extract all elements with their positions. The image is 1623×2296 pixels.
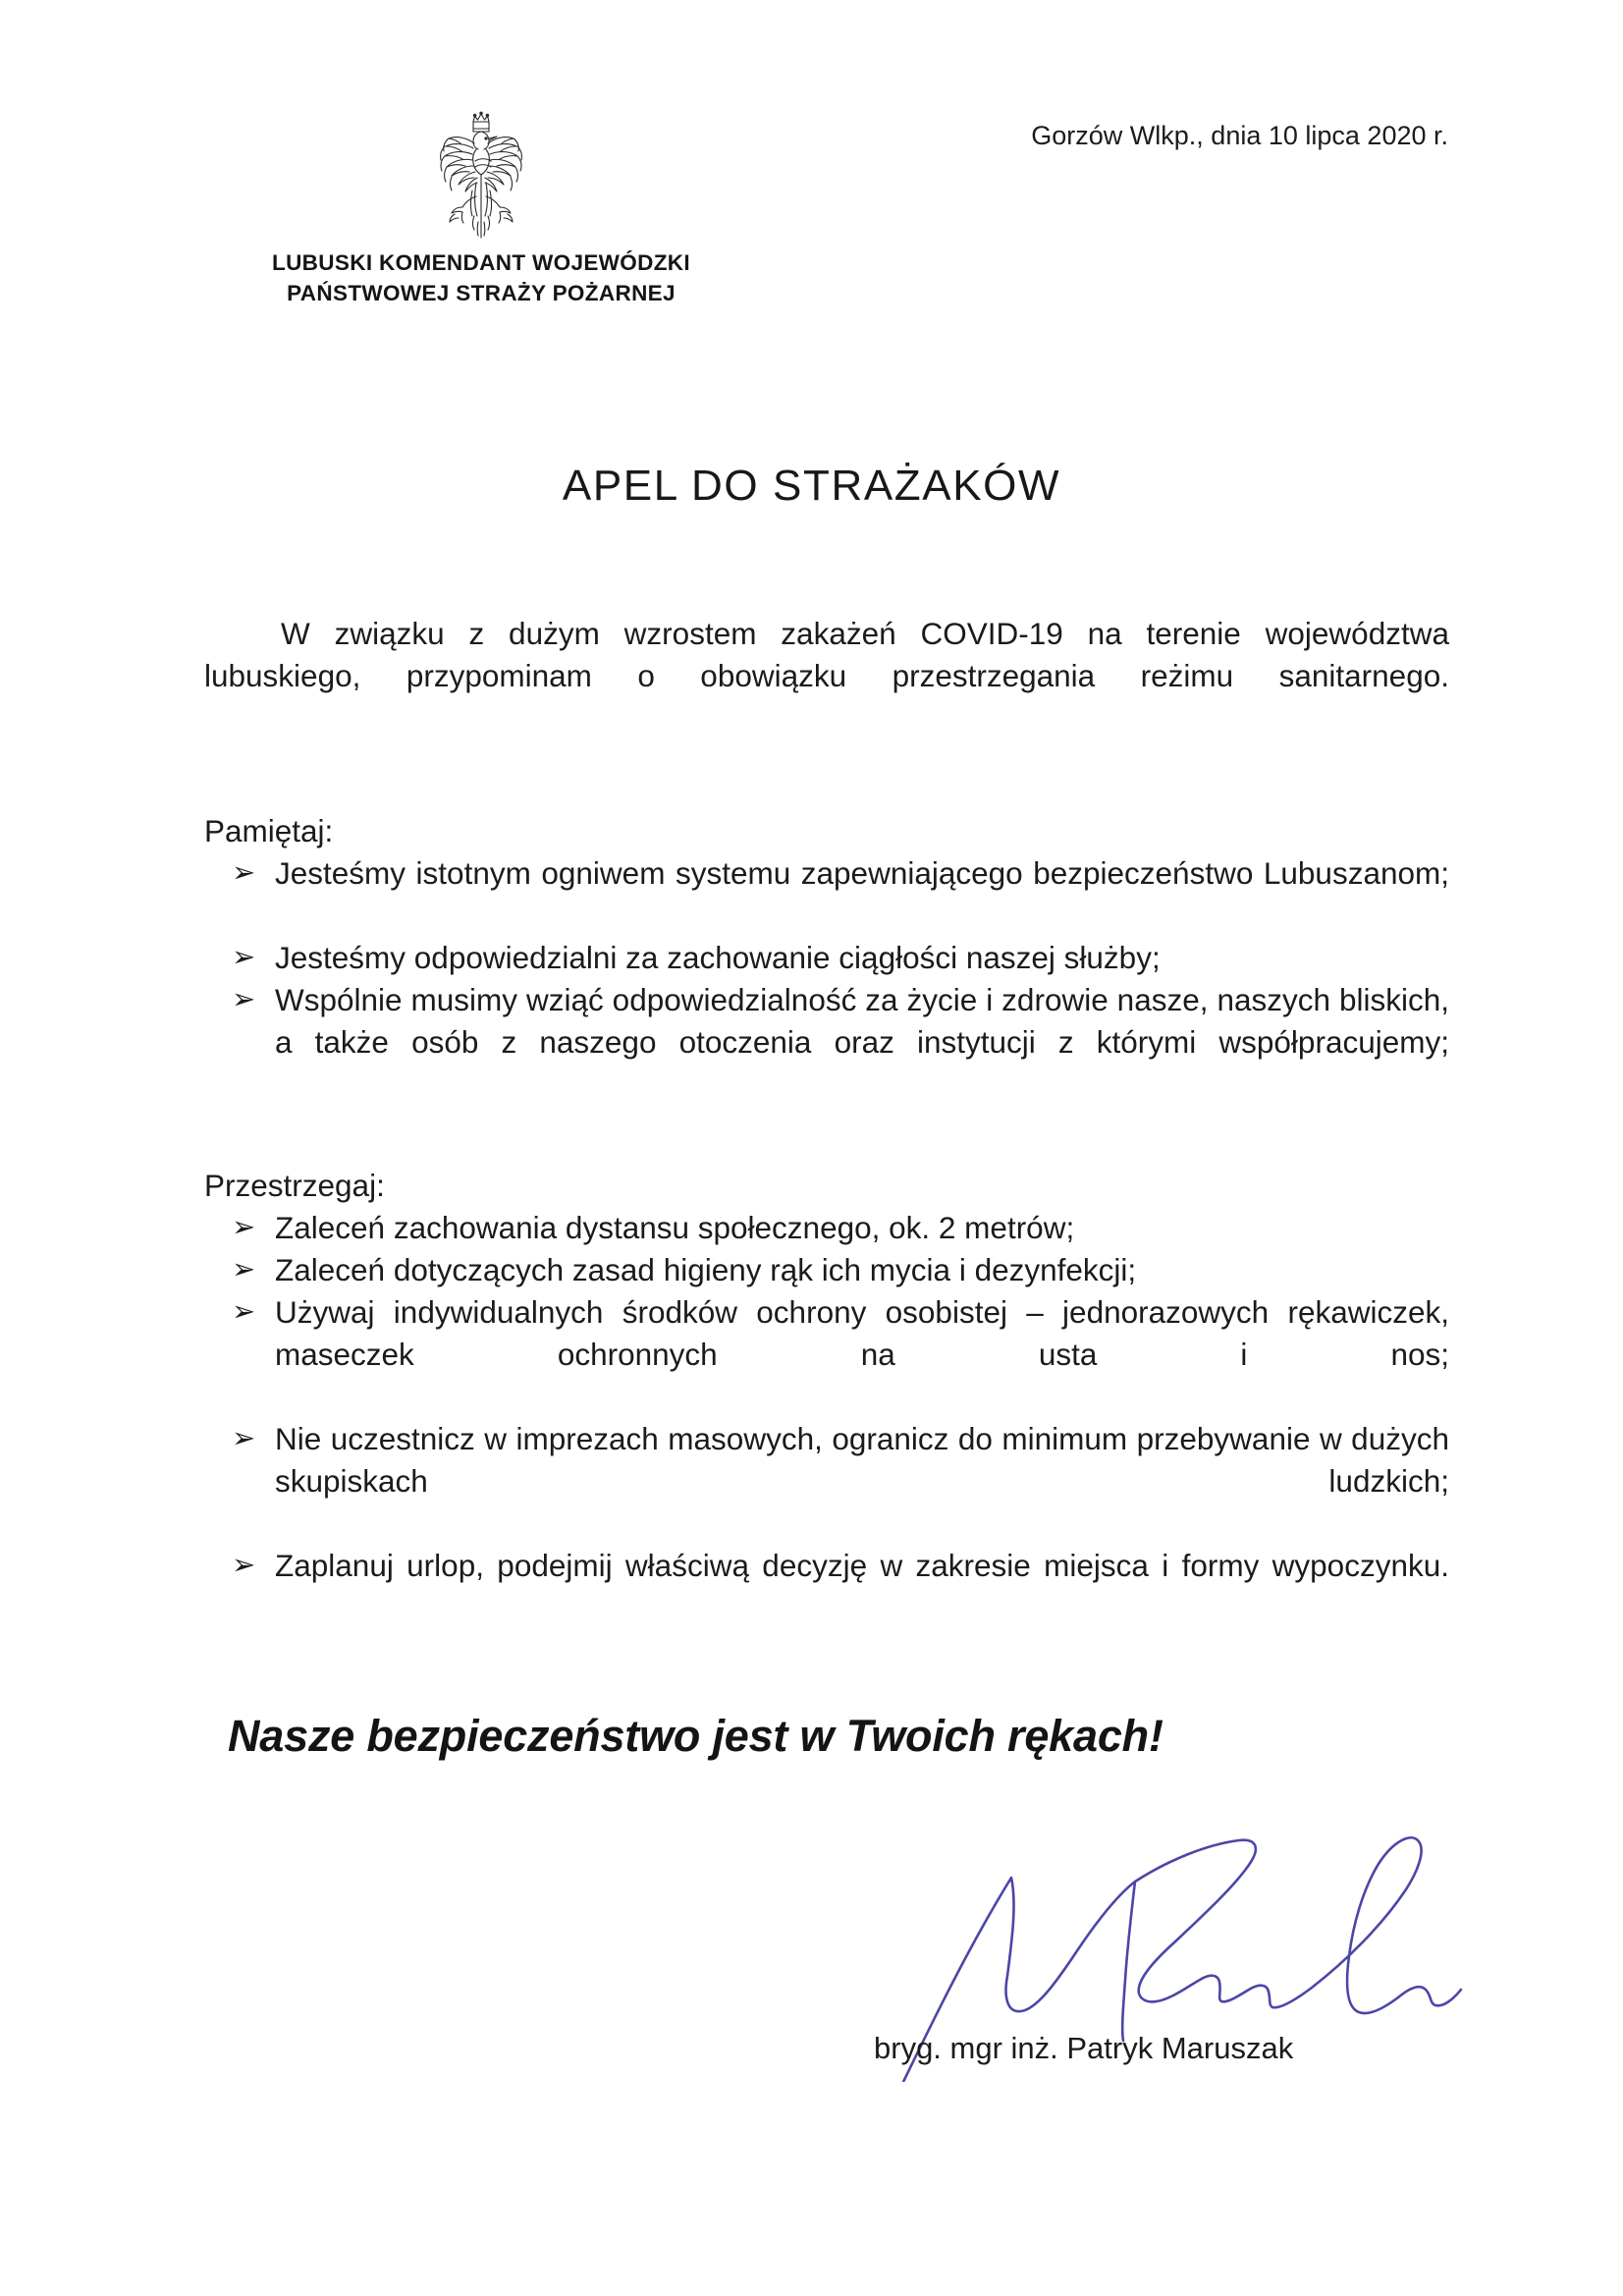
arrow-bullet-icon: ➢ xyxy=(232,1296,256,1328)
place-and-date: Gorzów Wlkp., dnia 10 lipca 2020 r. xyxy=(1031,121,1448,150)
list-item xyxy=(204,937,1449,979)
list-item-text: Zaplanuj urlop, podejmij właściwą decyzję w zakresie miejsca i formy wypoczynku. xyxy=(275,1548,1449,1583)
list-item xyxy=(204,852,1449,937)
spacer xyxy=(204,1106,1449,1165)
arrow-bullet-icon: ➢ xyxy=(232,942,256,973)
bullet-list xyxy=(204,852,1449,1106)
page-title: APEL DO STRAŻAKÓW xyxy=(562,462,1061,510)
org-name-line-1: LUBUSKI KOMENDANT WOJEWÓDZKI xyxy=(271,250,691,275)
intro-paragraph: W związku z dużym wzrostem zakażeń COVID-19 na terenie województwa lubuskiego, przypominam o obowiązku przestrzegania reżimu sanitarnego. xyxy=(204,616,1449,693)
letterhead xyxy=(206,106,756,308)
list-item-text: Jesteśmy odpowiedzialni za zachowanie ciągłości naszej służby; xyxy=(275,940,1161,975)
arrow-bullet-icon: ➢ xyxy=(232,1254,256,1285)
list-item-text: Nie uczestnicz w imprezach masowych, ogranicz do minimum przebywanie w dużych skupiskach ludzkich; xyxy=(275,1421,1449,1499)
list-item xyxy=(204,979,1449,1106)
list-item xyxy=(204,1249,1449,1291)
list-item xyxy=(204,1291,1449,1418)
list-item xyxy=(204,1545,1449,1629)
spacer xyxy=(204,739,1449,810)
slogan-text: Nasze bezpieczeństwo jest w Twoich rękach! xyxy=(228,1711,1163,1761)
list-item xyxy=(204,1207,1449,1249)
section-przestrzegaj xyxy=(204,1165,1449,1629)
arrow-bullet-icon: ➢ xyxy=(232,1550,256,1581)
list-item-text: Używaj indywidualnych środków ochrony osobistej – jednorazowych rękawiczek, maseczek ochronnych na usta i nos; xyxy=(275,1294,1449,1372)
section-heading: Pamiętaj: xyxy=(204,813,334,848)
list-item-text: Wspólnie musimy wziąć odpowiedzialność za życie i zdrowie nasze, naszych bliskich, a także osób z naszego otoczenia oraz instytucji z którymi współpracujemy; xyxy=(275,982,1449,1060)
section-heading: Przestrzegaj: xyxy=(204,1168,385,1203)
signature-block xyxy=(864,1787,1492,2111)
bullet-list xyxy=(204,1207,1449,1629)
document-body xyxy=(204,613,1449,1629)
signatory-name: bryg. mgr inż. Patryk Maruszak xyxy=(874,2031,1294,2065)
arrow-bullet-icon: ➢ xyxy=(232,857,256,889)
list-item-text: Zaleceń zachowania dystansu społecznego, ok. 2 metrów; xyxy=(275,1210,1075,1245)
arrow-bullet-icon: ➢ xyxy=(232,1212,256,1243)
list-item-text: Zaleceń dotyczących zasad higieny rąk ich mycia i dezynfekcji; xyxy=(275,1252,1137,1287)
arrow-bullet-icon: ➢ xyxy=(232,1423,256,1454)
list-item xyxy=(204,1418,1449,1545)
arrow-bullet-icon: ➢ xyxy=(232,984,256,1015)
org-name-line-2: PAŃSTWOWEJ STRAŻY POŻARNEJ xyxy=(287,281,676,306)
polish-eagle-emblem xyxy=(427,106,535,242)
list-item-text: Jesteśmy istotnym ogniwem systemu zapewniającego bezpieczeństwo Lubuszanom; xyxy=(275,855,1449,891)
section-pamietaj xyxy=(204,810,1449,1106)
